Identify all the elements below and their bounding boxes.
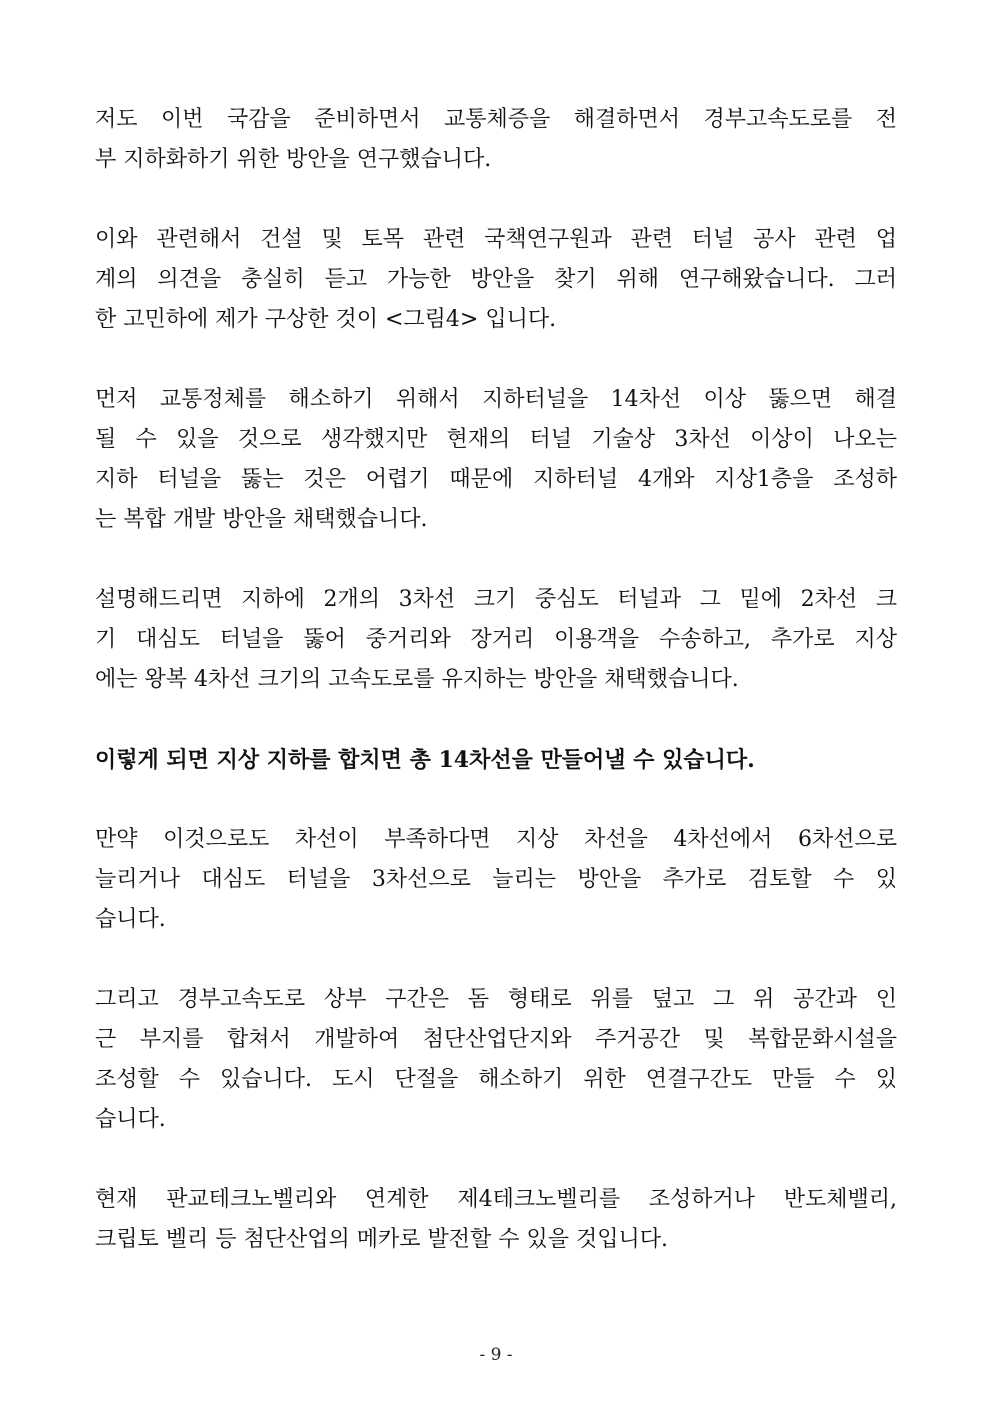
- paragraph-line: 에는 왕복 4차선 크기의 고속도로를 유지하는 방안을 채택했습니다.: [95, 667, 739, 692]
- paragraph-line: 지하 터널을 뚫는 것은 어렵기 때문에 지하터널 4개와 지상1층을 조성하: [95, 467, 897, 492]
- paragraph-line: 현재 판교테크노벨리와 연계한 제4테크노벨리를 조성하거나 반도체밸리,: [95, 1187, 897, 1212]
- paragraph-line: 습니다.: [95, 1107, 166, 1132]
- paragraph-line: 될 수 있을 것으로 생각했지만 현재의 터널 기술상 3차선 이상이 나오는: [95, 427, 897, 452]
- paragraph-line: 저도 이번 국감을 준비하면서 교통체증을 해결하면서 경부고속도로를 전: [95, 107, 897, 132]
- paragraph-line: 계의 의견을 충실히 듣고 가능한 방안을 찾기 위해 연구해왔습니다. 그러: [95, 267, 897, 292]
- paragraph-research-intro: [95, 100, 897, 180]
- paragraph-dome-development: [95, 980, 897, 1140]
- paragraph-line: 먼저 교통정체를 해소하기 위해서 지하터널을 14차선 이상 뚫으면 해결: [95, 387, 897, 412]
- paragraph-line: 이렇게 되면 지상 지하를 합치면 총 14차선을 만들어낼 수 있습니다.: [95, 747, 755, 773]
- paragraph-line: 그리고 경부고속도로 상부 구간은 돔 형태로 위를 덮고 그 위 공간과 인: [95, 987, 897, 1012]
- paragraph-line: 한 고민하에 제가 구상한 것이 <그림4> 입니다.: [95, 307, 557, 332]
- paragraph-line: 이와 관련해서 건설 및 토목 관련 국책연구원과 관련 터널 공사 관련 업: [95, 227, 897, 252]
- page-number: - 9 -: [479, 1345, 513, 1365]
- paragraph-tunnel-plan: [95, 380, 897, 540]
- paragraph-techno-valley: [95, 1180, 897, 1260]
- paragraph-consultation: [95, 220, 897, 340]
- paragraph-line: 만약 이것으로도 차선이 부족하다면 지상 차선을 4차선에서 6차선으로: [95, 827, 897, 852]
- paragraph-line: 부 지하화하기 위한 방안을 연구했습니다.: [95, 147, 492, 172]
- paragraph-line: 늘리거나 대심도 터널을 3차선으로 늘리는 방안을 추가로 검토할 수 있: [95, 867, 897, 892]
- paragraph-line: 는 복합 개발 방안을 채택했습니다.: [95, 507, 428, 532]
- paragraph-line: 습니다.: [95, 907, 166, 932]
- paragraph-line: 조성할 수 있습니다. 도시 단절을 해소하기 위한 연결구간도 만들 수 있: [95, 1067, 897, 1092]
- paragraph-line: 설명해드리면 지하에 2개의 3차선 크기 중심도 터널과 그 밑에 2차선 크: [95, 587, 897, 612]
- paragraph-lane-expansion: [95, 820, 897, 940]
- paragraph-tunnel-explanation: [95, 580, 897, 700]
- paragraph-line: 기 대심도 터널을 뚫어 중거리와 장거리 이용객을 수송하고, 추가로 지상: [95, 627, 897, 652]
- paragraph-line: 근 부지를 합쳐서 개발하여 첨단산업단지와 주거공간 및 복합문화시설을: [95, 1027, 897, 1052]
- paragraph-highlight-14-lanes: [95, 740, 897, 780]
- paragraph-line: 크립토 벨리 등 첨단산업의 메카로 발전할 수 있을 것입니다.: [95, 1227, 668, 1252]
